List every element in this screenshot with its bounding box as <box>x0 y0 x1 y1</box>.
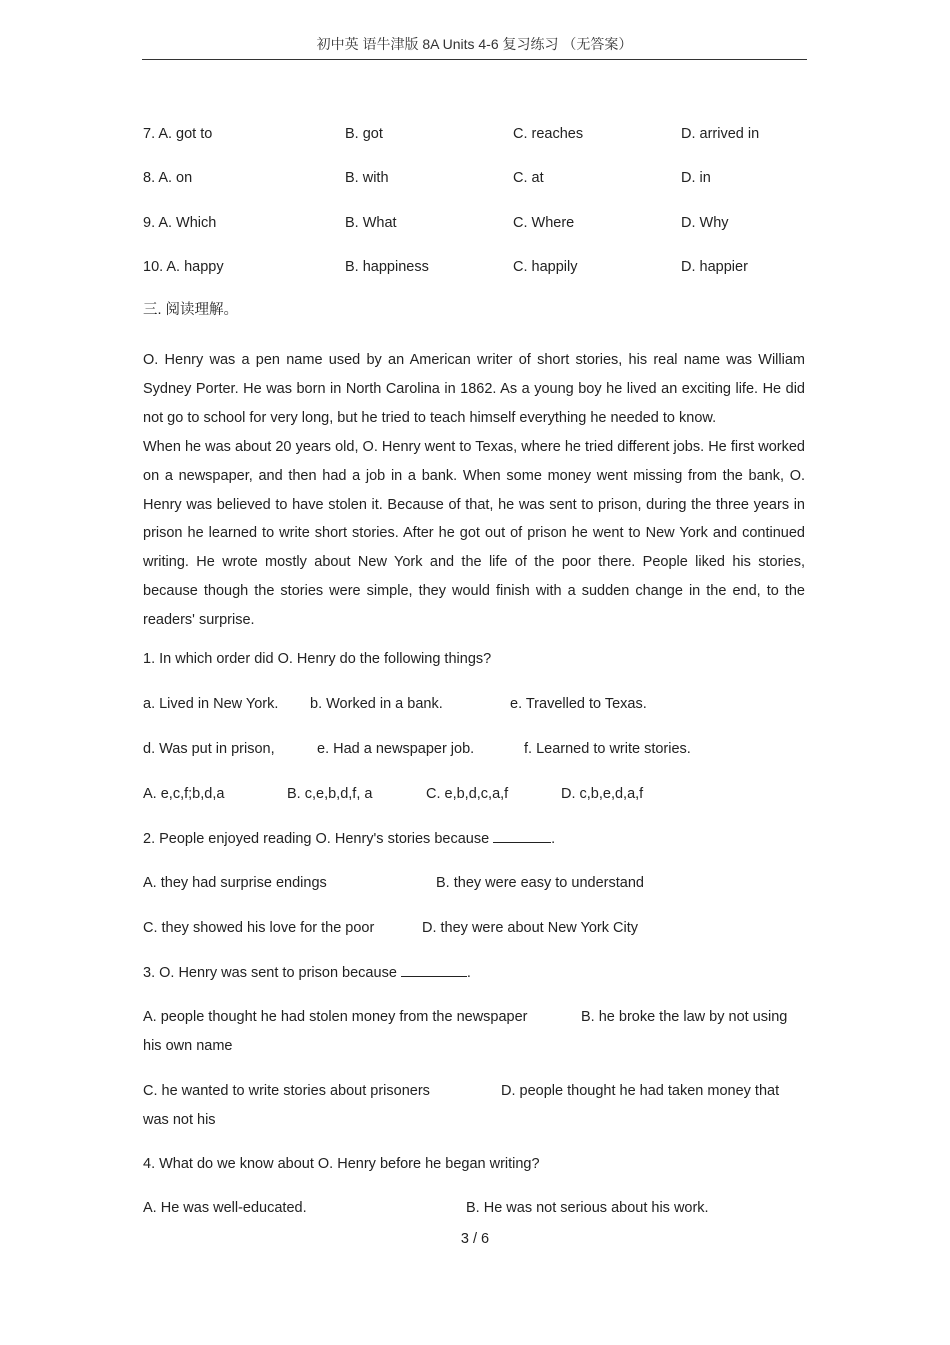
option-a: 8. A. on <box>143 170 193 186</box>
answer-blank <box>493 828 551 843</box>
answer-option: B. c,e,b,d,f, a <box>287 786 373 802</box>
question-text: 2. People enjoyed reading O. Henry's stories because <box>143 831 490 847</box>
option-d: D. happier <box>681 259 748 275</box>
option-c: C. Where <box>513 215 575 231</box>
event-item: f. Learned to write stories. <box>524 741 691 757</box>
answer-option: A. they had surprise endings <box>143 875 327 891</box>
event-item: e. Had a newspaper job. <box>317 741 475 757</box>
question-stem: 1. In which order did O. Henry do the following things? <box>143 651 492 667</box>
event-item: e. Travelled to Texas. <box>510 696 647 712</box>
answer-option: A. people thought he had stolen money from the newspaper <box>143 1009 528 1025</box>
option-c: C. at <box>513 170 544 186</box>
option-c: C. reaches <box>513 126 584 142</box>
option-d: D. arrived in <box>681 126 760 142</box>
option-c: C. happily <box>513 259 578 275</box>
answer-option: A. He was well-educated. <box>143 1200 307 1216</box>
answer-option: D. people thought he had taken money that <box>501 1083 780 1099</box>
answer-blank <box>401 962 467 977</box>
question-stem <box>143 962 471 983</box>
option-a: 9. A. Which <box>143 215 217 231</box>
option-a: 7. A. got to <box>143 126 213 142</box>
question-end: . <box>466 965 471 981</box>
answer-option: B. he broke the law by not using <box>581 1009 788 1025</box>
event-item: a. Lived in New York. <box>143 696 279 712</box>
answer-option: C. e,b,d,c,a,f <box>426 786 509 802</box>
option-d: D. Why <box>681 215 729 231</box>
question-stem <box>143 828 555 849</box>
page-number: 3 / 6 <box>460 1231 490 1247</box>
question-stem: 4. What do we know about O. Henry before he began writing? <box>143 1156 540 1172</box>
option-d: D. in <box>681 170 711 186</box>
option-b: B. with <box>345 170 389 186</box>
answer-option: D. they were about New York City <box>422 920 638 936</box>
answer-option-continued: was not his <box>143 1112 216 1128</box>
answer-option: C. he wanted to write stories about prisoners <box>143 1083 430 1099</box>
header-rule <box>142 59 807 60</box>
answer-option: A. e,c,f;b,d,a <box>143 786 225 802</box>
option-b: B. What <box>345 215 397 231</box>
answer-option: D. c,b,e,d,a,f <box>561 786 644 802</box>
question-text: 3. O. Henry was sent to prison because <box>143 965 397 981</box>
passage-paragraph: O. Henry was a pen name used by an American writer of short stories, his real name was William Sydney Porter. He was born in North Carolina in 1862. As a young boy he lived an exciting life. He did not go to school for very long, but he tried to teach himself everything he needed to know. <box>143 352 805 426</box>
passage-paragraph: When he was about 20 years old, O. Henry went to Texas, where he tried different jobs. He first worked on a newspaper, and then had a job in a bank. When some money went missing from the bank, O. Henry was believed to have stolen it. Because of that, he was sent to prison, during the three years in prison he learned to write short stories. After he got out of prison he went to New York and continued writing. He wrote mostly about New York and the life of the poor there. People liked his stories, because though the stories were simple, they would finish with a sudden change in the end, to the readers' surprise. <box>143 438 805 629</box>
page-header: 初中英 语牛津版 8A Units 4-6 复习练习 （无答案） <box>316 36 633 52</box>
event-item: d. Was put in prison, <box>143 741 275 757</box>
option-b: B. happiness <box>345 259 429 275</box>
event-item: b. Worked in a bank. <box>310 696 443 712</box>
answer-option-continued: his own name <box>143 1038 233 1054</box>
answer-option: B. He was not serious about his work. <box>466 1200 709 1216</box>
option-a: 10. A. happy <box>143 259 224 275</box>
reading-passage <box>143 346 805 635</box>
question-end: . <box>551 831 556 847</box>
section-heading: 三. 阅读理解。 <box>143 302 239 318</box>
answer-option: B. they were easy to understand <box>436 875 644 891</box>
option-b: B. got <box>345 126 383 142</box>
answer-option: C. they showed his love for the poor <box>143 920 375 936</box>
